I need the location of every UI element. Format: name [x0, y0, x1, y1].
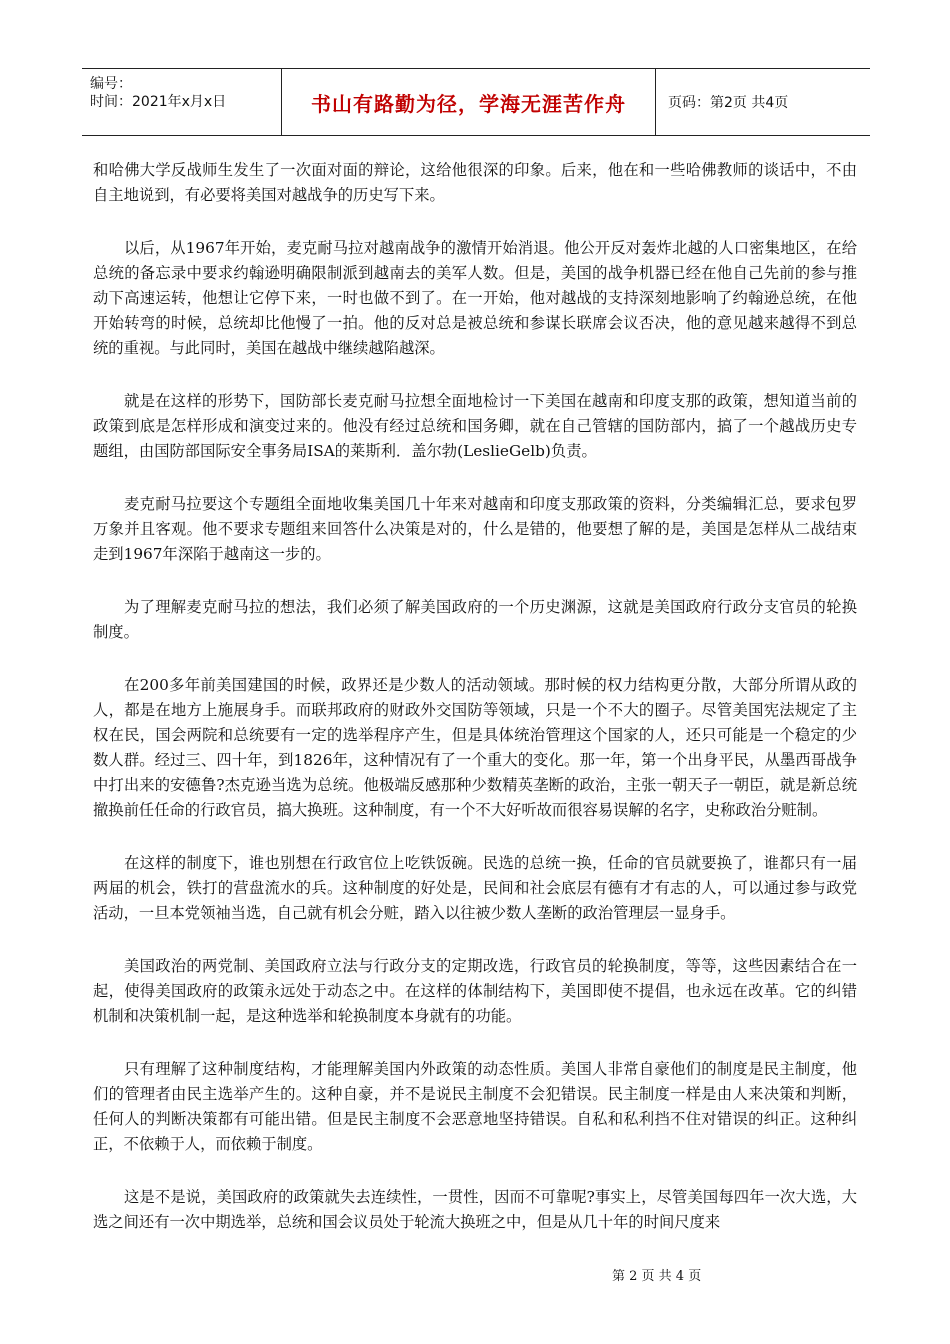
paragraph: 美国政治的两党制、美国政府立法与行政分支的定期改选，行政官员的轮换制度，等等，这些因素结合在一起，使得美国政府的政策永远处于动态之中。在这样的体制结构下，美国即使不提倡，也永远在改革。它的纠错机制和决策机制一起，是这种选举和轮换制度本身就有的功能。: [93, 957, 857, 1025]
paragraph: 在200多年前美国建国的时候，政界还是少数人的活动领域。那时候的权力结构更分散，大部分所谓从政的人，都是在地方上施展身手。而联邦政府的财政外交国防等领域，只是一个不大的圈子。尽管美国宪法规定了主权在民，国会两院和总统要有一定的选举程序产生，但是具体统治管理这个国家的人，还只可能是一个稳定的少数人群。经过三、四十年，到1826年，这种情况有了一个重大的变化。那一年，第一个出身平民，从墨西哥战争中打出来的安德鲁?杰克逊当选为总统。他极端反感那种少数精英垄断的政治，主张一朝天子一朝臣，就是新总统撤换前任任命的行政官员，搞大换班。这种制度，有一个不大好听故而很容易误解的名字，史称政治分赃制。: [93, 676, 857, 819]
header-page-number: 页码：第2页 共4页: [668, 95, 789, 111]
document-body: [93, 158, 857, 1263]
document-number: 编号：: [90, 76, 132, 92]
paragraph: 麦克耐马拉要这个专题组全面地收集美国几十年来对越南和印度支那政策的资料，分类编辑汇总，要求包罗万象并且客观。他不要求专题组来回答什么决策是对的，什么是错的，他要想了解的是，美国是怎样从二战结束走到1967年深陷于越南这一步的。: [93, 495, 857, 563]
header-motto: 书山有路勤为径，学海无涯苦作舟: [282, 69, 656, 135]
document-date: 时间：2021年x月x日: [90, 94, 227, 110]
paragraph: 以后，从1967年开始，麦克耐马拉对越南战争的激情开始消退。他公开反对轰炸北越的人口密集地区，在给总统的备忘录中要求约翰逊明确限制派到越南去的美军人数。但是，美国的战争机器已经在他自己先前的参与推动下高速运转，他想让它停下来，一时也做不到了。在一开始，他对越战的支持深刻地影响了约翰逊总统，在他开始转弯的时候，总统却比他慢了一拍。他的反对总是被总统和参谋长联席会议否决，他的意见越来越得不到总统的重视。与此同时，美国在越战中继续越陷越深。: [93, 239, 857, 357]
paragraph: 为了理解麦克耐马拉的想法，我们必须了解美国政府的一个历史渊源，这就是美国政府行政分支官员的轮换制度。: [93, 598, 857, 641]
paragraph: 和哈佛大学反战师生发生了一次面对面的辩论，这给他很深的印象。后来，他在和一些哈佛教师的谈话中，不由自主地说到，有必要将美国对越战争的历史写下来。: [93, 161, 857, 204]
paragraph: 只有理解了这种制度结构，才能理解美国内外政策的动态性质。美国人非常自豪他们的制度是民主制度，他们的管理者由民主选举产生的。这种自豪，并不是说民主制度不会犯错误。民主制度一样是由人来决策和判断，任何人的判断决策都有可能出错。但是民主制度不会恶意地坚持错误。自私和私利挡不住对错误的纠正。这种纠正，不依赖于人，而依赖于制度。: [93, 1060, 857, 1153]
paragraph: 就是在这样的形势下，国防部长麦克耐马拉想全面地检讨一下美国在越南和印度支那的政策，想知道当前的政策到底是怎样形成和演变过来的。他没有经过总统和国务卿，就在自己管辖的国防部内，搞了一个越战历史专题组，由国防部国际安全事务局ISA的莱斯利．盖尔勃(LeslieGelb)负责。: [93, 392, 857, 460]
page-header: [82, 68, 870, 136]
paragraph: 在这样的制度下，谁也别想在行政官位上吃铁饭碗。民选的总统一换，任命的官员就要换了，谁都只有一届两届的机会，铁打的营盘流水的兵。这种制度的好处是，民间和社会底层有德有才有志的人，可以通过参与政党活动，一旦本党领袖当选，自己就有机会分赃，踏入以往被少数人垄断的政治管理层一显身手。: [93, 854, 857, 922]
page-footer: 第 2 页 共 4 页: [612, 1269, 702, 1284]
paragraph: 这是不是说，美国政府的政策就失去连续性，一贯性，因而不可靠呢?事实上，尽管美国每四年一次大选，大选之间还有一次中期选举，总统和国会议员处于轮流大换班之中，但是从几十年的时间尺度来: [93, 1188, 857, 1231]
header-meta: [82, 69, 282, 135]
